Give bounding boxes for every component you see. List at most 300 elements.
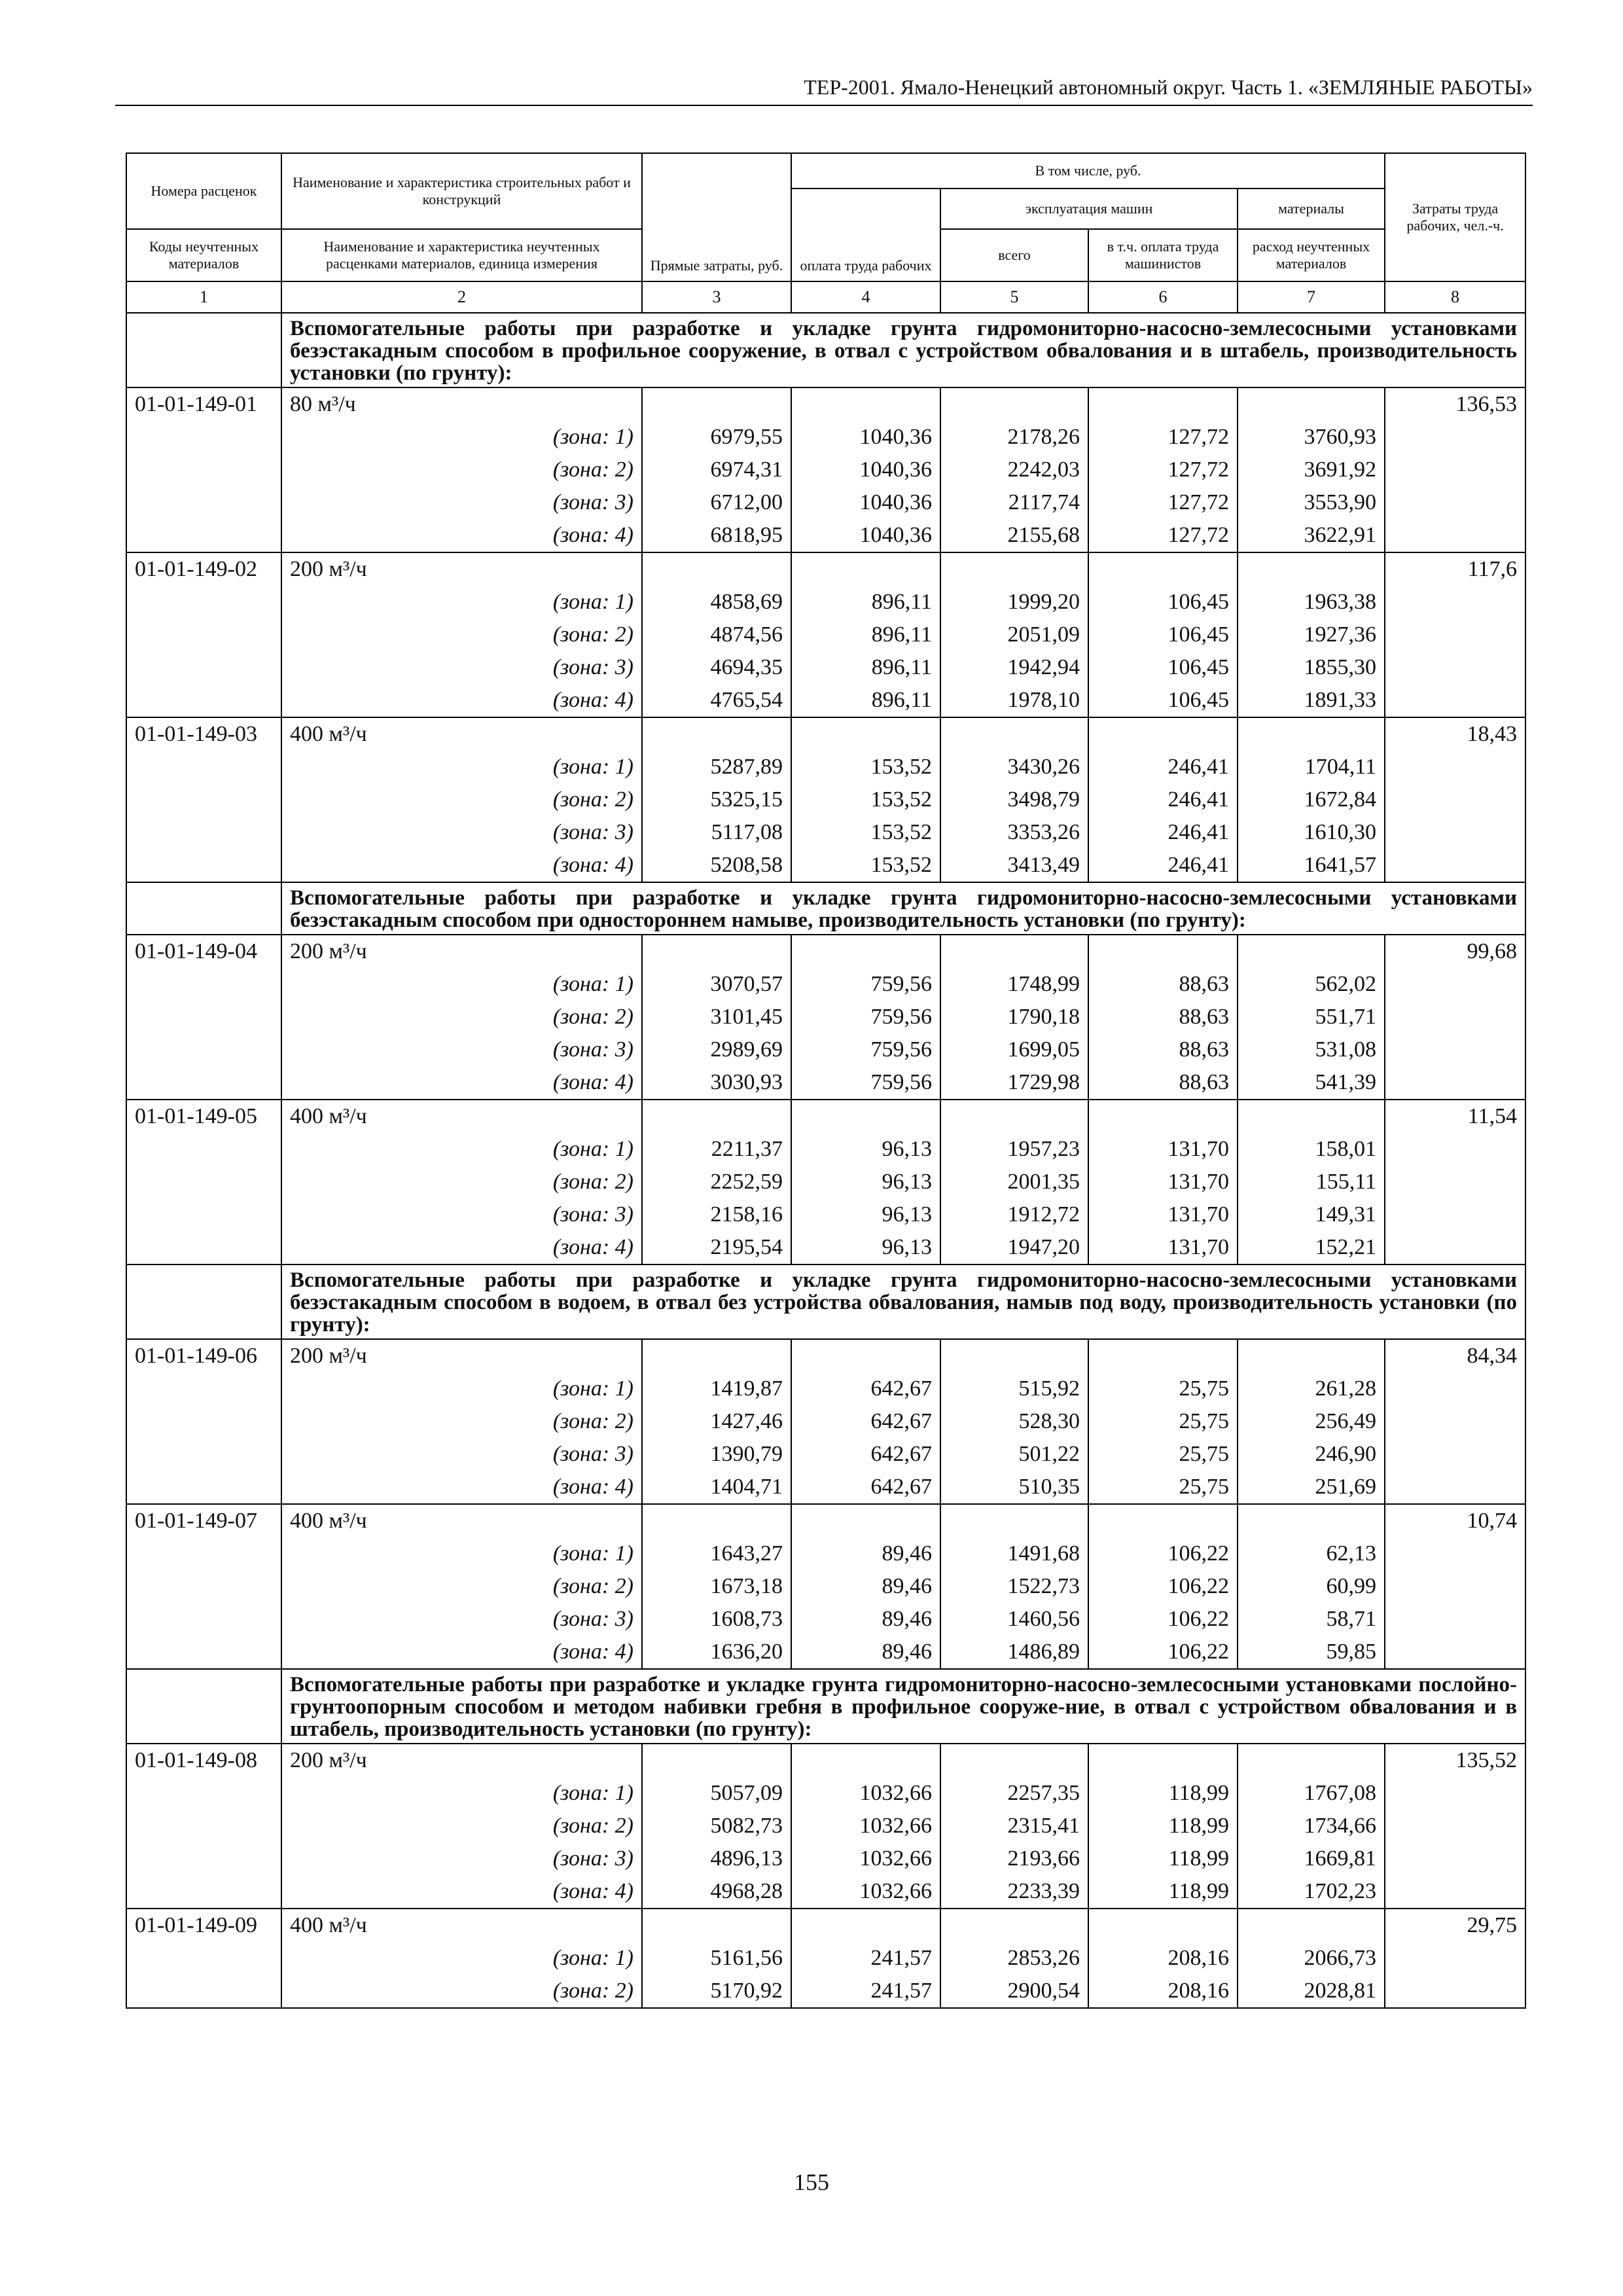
running-header	[115, 73, 1533, 106]
value-pay: 89,46	[882, 1541, 932, 1566]
value-cell-pay	[791, 387, 940, 552]
zone-label: (зона: 4)	[552, 1640, 633, 1664]
value-direct: 4968,28	[710, 1879, 783, 1903]
zone-label: (зона: 4)	[552, 1879, 633, 1903]
value-mach-pay: 25,75	[1179, 1475, 1229, 1499]
value-mach: 1999,20	[1007, 590, 1080, 614]
value-cell-pay	[791, 935, 940, 1100]
value-cell-mach	[940, 935, 1088, 1100]
section-title-row	[126, 1669, 1525, 1744]
empty-line	[1246, 388, 1376, 421]
value-mach: 1790,18	[1007, 1005, 1080, 1029]
empty-line	[1246, 1744, 1376, 1777]
rate-code: 01-01-149-05	[126, 1100, 281, 1265]
zone-label: (зона: 1)	[552, 425, 633, 449]
value-pay: 153,52	[870, 787, 932, 812]
value-mach: 1729,98	[1007, 1070, 1080, 1094]
rate-code: 01-01-149-01	[126, 387, 281, 552]
empty-line	[651, 1340, 783, 1372]
value-direct: 5287,89	[710, 755, 783, 779]
value-mat: 158,01	[1315, 1137, 1377, 1161]
value-cell-mach-pay	[1088, 1504, 1238, 1669]
value-direct: 2195,54	[710, 1235, 783, 1259]
section-title: Вспомогательные работы при разработке и укладке грунта гидромониторно-насосно-землесосными установками безэстакадным способом при одностороннем намыве, производительность установки (по грунту):	[281, 882, 1525, 935]
value-mach-pay: 118,99	[1168, 1781, 1229, 1805]
value-direct: 2989,69	[710, 1037, 783, 1062]
value-cell-mach	[940, 552, 1088, 717]
value-cell-pay	[791, 1339, 940, 1504]
value-direct: 3101,45	[710, 1005, 783, 1029]
value-mat: 1767,08	[1304, 1781, 1377, 1805]
value-cell-mat	[1238, 552, 1385, 717]
rate-code: 01-01-149-08	[126, 1744, 281, 1909]
value-mach: 2242,03	[1007, 457, 1080, 482]
empty-line	[949, 1909, 1080, 1942]
value-mat: 1734,66	[1304, 1814, 1377, 1838]
zone-label: (зона: 2)	[552, 1979, 633, 2003]
value-mach: 3353,26	[1007, 820, 1080, 844]
capacity-label	[290, 718, 633, 751]
value-mach: 2117,74	[1008, 490, 1080, 514]
empty-line	[800, 1100, 932, 1133]
zone-label: (зона: 1)	[552, 1137, 633, 1161]
value-cell-mach-pay	[1088, 1909, 1238, 2008]
value-mat: 3760,93	[1304, 425, 1377, 449]
empty-line	[651, 388, 783, 421]
zone-label: (зона: 3)	[552, 1037, 633, 1062]
rate-code: 01-01-149-09	[126, 1909, 281, 2008]
labor-cost: 18,43	[1385, 717, 1525, 882]
zone-label: (зона: 4)	[552, 853, 633, 877]
rate-name-cell	[281, 1504, 642, 1669]
table-body	[126, 153, 1525, 2008]
value-mach: 2233,39	[1007, 1879, 1080, 1903]
zone-label: (зона: 1)	[552, 755, 633, 779]
rate-name-cell	[281, 935, 642, 1100]
machines-header: эксплуатация машин	[940, 188, 1238, 229]
labor-cost: 29,75	[1385, 1909, 1525, 2008]
capacity-value: 400	[290, 1509, 323, 1533]
zone-label: (зона: 2)	[552, 1170, 633, 1194]
empty-line	[800, 1505, 932, 1537]
rate-row	[126, 935, 1525, 1100]
value-pay: 642,67	[870, 1442, 932, 1466]
rate-name-cell	[281, 1909, 642, 2008]
value-pay: 759,56	[870, 1070, 932, 1094]
capacity-value: 400	[290, 1913, 323, 1937]
value-cell-mach-pay	[1088, 717, 1238, 882]
value-pay: 759,56	[870, 1037, 932, 1062]
value-mach: 1699,05	[1007, 1037, 1080, 1062]
zone-label: (зона: 3)	[552, 655, 633, 679]
value-mach-pay: 106,45	[1168, 688, 1229, 712]
value-mach-pay: 246,41	[1168, 853, 1229, 877]
column-number: 6	[1088, 281, 1238, 313]
value-direct: 5117,08	[711, 820, 783, 844]
value-mach: 515,92	[1018, 1376, 1080, 1401]
value-mat: 3553,90	[1304, 490, 1377, 514]
capacity-value: 200	[290, 1344, 323, 1368]
capacity-label	[290, 1100, 633, 1133]
value-mach-pay: 106,22	[1168, 1640, 1229, 1664]
value-cell-mat	[1238, 717, 1385, 882]
value-cell-pay	[791, 1909, 940, 2008]
empty-line	[1246, 1909, 1376, 1942]
value-mach-pay: 131,70	[1168, 1137, 1229, 1161]
value-mat: 1963,38	[1304, 590, 1377, 614]
value-mach-pay: 25,75	[1179, 1409, 1229, 1433]
value-direct: 5325,15	[710, 787, 783, 812]
rate-name-cell	[281, 552, 642, 717]
value-direct: 4896,13	[710, 1846, 783, 1871]
empty-line	[651, 1100, 783, 1133]
value-mach-pay: 246,41	[1168, 820, 1229, 844]
capacity-unit: м³/ч	[329, 1913, 367, 1937]
value-mat: 155,11	[1315, 1170, 1377, 1194]
capacity-label	[290, 553, 633, 586]
zone-label: (зона: 1)	[552, 972, 633, 996]
capacity-unit: м³/ч	[329, 1509, 367, 1533]
zone-label: (зона: 3)	[552, 820, 633, 844]
zone-label: (зона: 1)	[552, 1376, 633, 1401]
value-mach-pay: 208,16	[1168, 1946, 1229, 1970]
empty-line	[800, 718, 932, 751]
value-pay: 1032,66	[859, 1879, 932, 1903]
value-direct: 4765,54	[710, 688, 783, 712]
value-pay: 1040,36	[859, 457, 932, 482]
rate-code: 01-01-149-06	[126, 1339, 281, 1504]
rate-row	[126, 1909, 1525, 2008]
zone-label: (зона: 4)	[552, 523, 633, 547]
value-mach: 1978,10	[1007, 688, 1080, 712]
col1-top-header: Номера расценок	[126, 153, 281, 229]
value-mach-pay: 131,70	[1168, 1170, 1229, 1194]
rate-code: 01-01-149-04	[126, 935, 281, 1100]
value-pay: 96,13	[882, 1137, 932, 1161]
value-direct: 6712,00	[710, 490, 783, 514]
value-mat: 1641,57	[1304, 853, 1377, 877]
value-cell-mach	[940, 1504, 1088, 1669]
zone-label: (зона: 4)	[552, 1475, 633, 1499]
value-mach: 2193,66	[1007, 1846, 1080, 1871]
value-pay: 241,57	[870, 1979, 932, 2003]
value-cell-mach-pay	[1088, 1744, 1238, 1909]
zone-label: (зона: 2)	[552, 1574, 633, 1598]
capacity-unit: м³/ч	[329, 1344, 367, 1368]
value-mach: 1942,94	[1007, 655, 1080, 679]
value-pay: 1032,66	[859, 1846, 932, 1871]
value-mach-pay: 88,63	[1179, 972, 1229, 996]
value-cell-direct	[642, 717, 791, 882]
value-mat: 60,99	[1326, 1574, 1377, 1598]
value-mach-pay: 131,70	[1168, 1202, 1229, 1227]
value-pay: 89,46	[882, 1640, 932, 1664]
col7-header: расход неучтенных материалов	[1238, 229, 1385, 281]
empty-line	[1246, 718, 1376, 751]
rate-code: 01-01-149-07	[126, 1504, 281, 1669]
value-cell-direct	[642, 1909, 791, 2008]
value-pay: 642,67	[870, 1409, 932, 1433]
value-mat: 3622,91	[1304, 523, 1377, 547]
value-mat: 551,71	[1315, 1005, 1377, 1029]
value-cell-mach	[940, 1909, 1088, 2008]
value-mach: 1957,23	[1007, 1137, 1080, 1161]
col3-header: Прямые затраты, руб.	[642, 153, 791, 281]
value-cell-mat	[1238, 1100, 1385, 1265]
value-cell-pay	[791, 717, 940, 882]
value-mach: 1748,99	[1007, 972, 1080, 996]
value-direct: 1404,71	[710, 1475, 783, 1499]
empty-line	[1097, 1744, 1229, 1777]
col1-bottom-header: Коды неучтенных материалов	[126, 229, 281, 281]
empty-line	[949, 1340, 1080, 1372]
value-direct: 1608,73	[710, 1607, 783, 1631]
col6-header: в т.ч. оплата труда машинистов	[1088, 229, 1238, 281]
value-pay: 1040,36	[859, 490, 932, 514]
empty-line	[651, 935, 783, 968]
capacity-unit: м³/ч	[329, 1104, 367, 1128]
value-mat: 152,21	[1315, 1235, 1377, 1259]
value-mach: 2315,41	[1007, 1814, 1080, 1838]
zone-label: (зона: 2)	[552, 787, 633, 812]
value-cell-mat	[1238, 1504, 1385, 1669]
empty-line	[949, 553, 1080, 586]
value-mach: 1947,20	[1007, 1235, 1080, 1259]
labor-cost: 136,53	[1385, 387, 1525, 552]
value-cell-pay	[791, 552, 940, 717]
empty-line	[1097, 1909, 1229, 1942]
rate-row	[126, 387, 1525, 552]
labor-cost: 84,34	[1385, 1339, 1525, 1504]
value-cell-direct	[642, 1504, 791, 1669]
empty-line	[800, 1909, 932, 1942]
labor-cost: 117,6	[1385, 552, 1525, 717]
empty-line	[949, 1505, 1080, 1537]
value-direct: 5082,73	[710, 1814, 783, 1838]
value-mat: 1855,30	[1304, 655, 1377, 679]
capacity-label	[290, 1909, 633, 1942]
empty-line	[1246, 553, 1376, 586]
zone-label: (зона: 4)	[552, 1070, 633, 1094]
section-title: Вспомогательные работы при разработке и укладке грунта гидромониторно-насосно-землесосными установками послойно-грунтоопорным способом и методом набивки гребня в профильное сооруже-ние, в отвал с устройством обвалования и в штабель, производительность установки (по грунту):	[281, 1669, 1525, 1744]
value-mach: 3430,26	[1007, 755, 1080, 779]
labor-cost: 11,54	[1385, 1100, 1525, 1265]
value-cell-mat	[1238, 387, 1385, 552]
capacity-value: 200	[290, 1748, 323, 1772]
rate-name-cell	[281, 1339, 642, 1504]
value-mach-pay: 88,63	[1179, 1005, 1229, 1029]
value-pay: 896,11	[871, 622, 932, 647]
value-mach-pay: 246,41	[1168, 787, 1229, 812]
value-mach: 1491,68	[1007, 1541, 1080, 1566]
rate-row	[126, 1744, 1525, 1909]
value-direct: 3030,93	[710, 1070, 783, 1094]
rate-code: 01-01-149-02	[126, 552, 281, 717]
value-direct: 1419,87	[710, 1376, 783, 1401]
capacity-label	[290, 1505, 633, 1537]
value-mat: 246,90	[1315, 1442, 1377, 1466]
column-number: 3	[642, 281, 791, 313]
value-mach: 2257,35	[1007, 1781, 1080, 1805]
rate-row	[126, 1100, 1525, 1265]
value-mach: 1486,89	[1007, 1640, 1080, 1664]
value-pay: 96,13	[882, 1235, 932, 1259]
column-number: 8	[1385, 281, 1525, 313]
value-mat: 261,28	[1315, 1376, 1377, 1401]
value-cell-pay	[791, 1504, 940, 1669]
value-mach: 510,35	[1018, 1475, 1080, 1499]
value-direct: 5161,56	[710, 1946, 783, 1970]
value-mat: 1927,36	[1304, 622, 1377, 647]
section-title-row	[126, 313, 1525, 387]
empty-line	[651, 718, 783, 751]
value-cell-mach	[940, 1100, 1088, 1265]
zone-label: (зона: 1)	[552, 1541, 633, 1566]
column-number: 2	[281, 281, 642, 313]
value-direct: 1427,46	[710, 1409, 783, 1433]
value-pay: 1040,36	[859, 425, 932, 449]
value-mat: 1610,30	[1304, 820, 1377, 844]
materials-header: материалы	[1238, 188, 1385, 229]
zone-label: (зона: 2)	[552, 622, 633, 647]
value-mach-pay: 118,99	[1168, 1879, 1229, 1903]
capacity-value: 200	[290, 939, 323, 963]
value-direct: 4694,35	[710, 655, 783, 679]
value-pay: 1040,36	[859, 523, 932, 547]
capacity-unit: м³/ч	[329, 722, 367, 746]
value-mat: 149,31	[1315, 1202, 1377, 1227]
value-cell-direct	[642, 1744, 791, 1909]
value-pay: 759,56	[870, 972, 932, 996]
capacity-unit: м³/ч	[329, 557, 367, 581]
column-number: 4	[791, 281, 940, 313]
empty-line	[1097, 1505, 1229, 1537]
empty-line	[1246, 1340, 1376, 1372]
value-mat: 2066,73	[1304, 1946, 1377, 1970]
value-direct: 6818,95	[710, 523, 783, 547]
capacity-unit: м³/ч	[329, 1748, 367, 1772]
section-blank-cell	[126, 882, 281, 935]
empty-line	[1097, 1100, 1229, 1133]
value-direct: 6979,55	[710, 425, 783, 449]
value-mat: 1672,84	[1304, 787, 1377, 812]
value-cell-mat	[1238, 935, 1385, 1100]
value-pay: 642,67	[870, 1376, 932, 1401]
value-mat: 1669,81	[1304, 1846, 1377, 1871]
value-mach-pay: 131,70	[1168, 1235, 1229, 1259]
col8-header: Затраты труда рабочих, чел.-ч.	[1385, 153, 1525, 281]
value-mach: 2051,09	[1007, 622, 1080, 647]
value-pay: 896,11	[871, 688, 932, 712]
value-mach-pay: 127,72	[1168, 425, 1229, 449]
empty-line	[800, 1744, 932, 1777]
value-pay: 96,13	[882, 1202, 932, 1227]
page-number: 155	[794, 2169, 829, 2195]
value-mach-pay: 118,99	[1168, 1814, 1229, 1838]
value-mat: 59,85	[1326, 1640, 1377, 1664]
value-direct: 4858,69	[710, 590, 783, 614]
value-direct: 1673,18	[710, 1574, 783, 1598]
value-mach-pay: 118,99	[1168, 1846, 1229, 1871]
empty-line	[1246, 935, 1376, 968]
empty-line	[1097, 935, 1229, 968]
col4-header: оплата труда рабочих	[791, 188, 940, 281]
value-cell-pay	[791, 1100, 940, 1265]
value-direct: 2158,16	[710, 1202, 783, 1227]
value-cell-direct	[642, 1100, 791, 1265]
section-title-row	[126, 1265, 1525, 1339]
value-cell-mach	[940, 1339, 1088, 1504]
value-mach: 2853,26	[1007, 1946, 1080, 1970]
value-mat: 1891,33	[1304, 688, 1377, 712]
zone-label: (зона: 4)	[552, 1235, 633, 1259]
empty-line	[800, 388, 932, 421]
rate-row	[126, 717, 1525, 882]
column-number: 5	[940, 281, 1088, 313]
value-pay: 642,67	[870, 1475, 932, 1499]
value-cell-mach-pay	[1088, 1100, 1238, 1265]
rate-name-cell	[281, 1100, 642, 1265]
value-mach-pay: 106,45	[1168, 590, 1229, 614]
value-pay: 896,11	[871, 590, 932, 614]
rates-table	[126, 152, 1526, 2009]
value-mach: 2900,54	[1007, 1979, 1080, 2003]
value-cell-mat	[1238, 1909, 1385, 2008]
empty-line	[1097, 718, 1229, 751]
rate-row	[126, 1504, 1525, 1669]
empty-line	[949, 1744, 1080, 1777]
header-row-1	[126, 153, 1525, 188]
labor-cost: 99,68	[1385, 935, 1525, 1100]
value-mach-pay: 127,72	[1168, 457, 1229, 482]
value-mach-pay: 88,63	[1179, 1070, 1229, 1094]
empty-line	[949, 718, 1080, 751]
value-mach-pay: 106,22	[1168, 1607, 1229, 1631]
empty-line	[800, 935, 932, 968]
value-mat: 58,71	[1326, 1607, 1377, 1631]
capacity-value: 80	[290, 392, 312, 416]
value-cell-mat	[1238, 1339, 1385, 1504]
column-numbers-row	[126, 281, 1525, 313]
value-mach-pay: 127,72	[1168, 523, 1229, 547]
rate-name-cell	[281, 717, 642, 882]
value-mach: 1460,56	[1007, 1607, 1080, 1631]
value-direct: 1390,79	[710, 1442, 783, 1466]
capacity-label	[290, 388, 633, 421]
column-number: 1	[126, 281, 281, 313]
zone-label: (зона: 4)	[552, 688, 633, 712]
zone-label: (зона: 1)	[552, 1781, 633, 1805]
value-cell-direct	[642, 552, 791, 717]
value-mach: 3498,79	[1007, 787, 1080, 812]
empty-line	[651, 1744, 783, 1777]
value-mach: 2155,68	[1007, 523, 1080, 547]
value-mach-pay: 106,22	[1168, 1541, 1229, 1566]
value-direct: 1643,27	[710, 1541, 783, 1566]
value-mach: 1522,73	[1007, 1574, 1080, 1598]
value-mach: 501,22	[1018, 1442, 1080, 1466]
zone-label: (зона: 2)	[552, 457, 633, 482]
value-mach: 2001,35	[1007, 1170, 1080, 1194]
value-direct: 2252,59	[710, 1170, 783, 1194]
capacity-label	[290, 935, 633, 968]
zone-label: (зона: 2)	[552, 1814, 633, 1838]
value-mat: 3691,92	[1304, 457, 1377, 482]
value-pay: 96,13	[882, 1170, 932, 1194]
value-mat: 562,02	[1315, 972, 1377, 996]
empty-line	[949, 935, 1080, 968]
value-direct: 2211,37	[711, 1137, 783, 1161]
